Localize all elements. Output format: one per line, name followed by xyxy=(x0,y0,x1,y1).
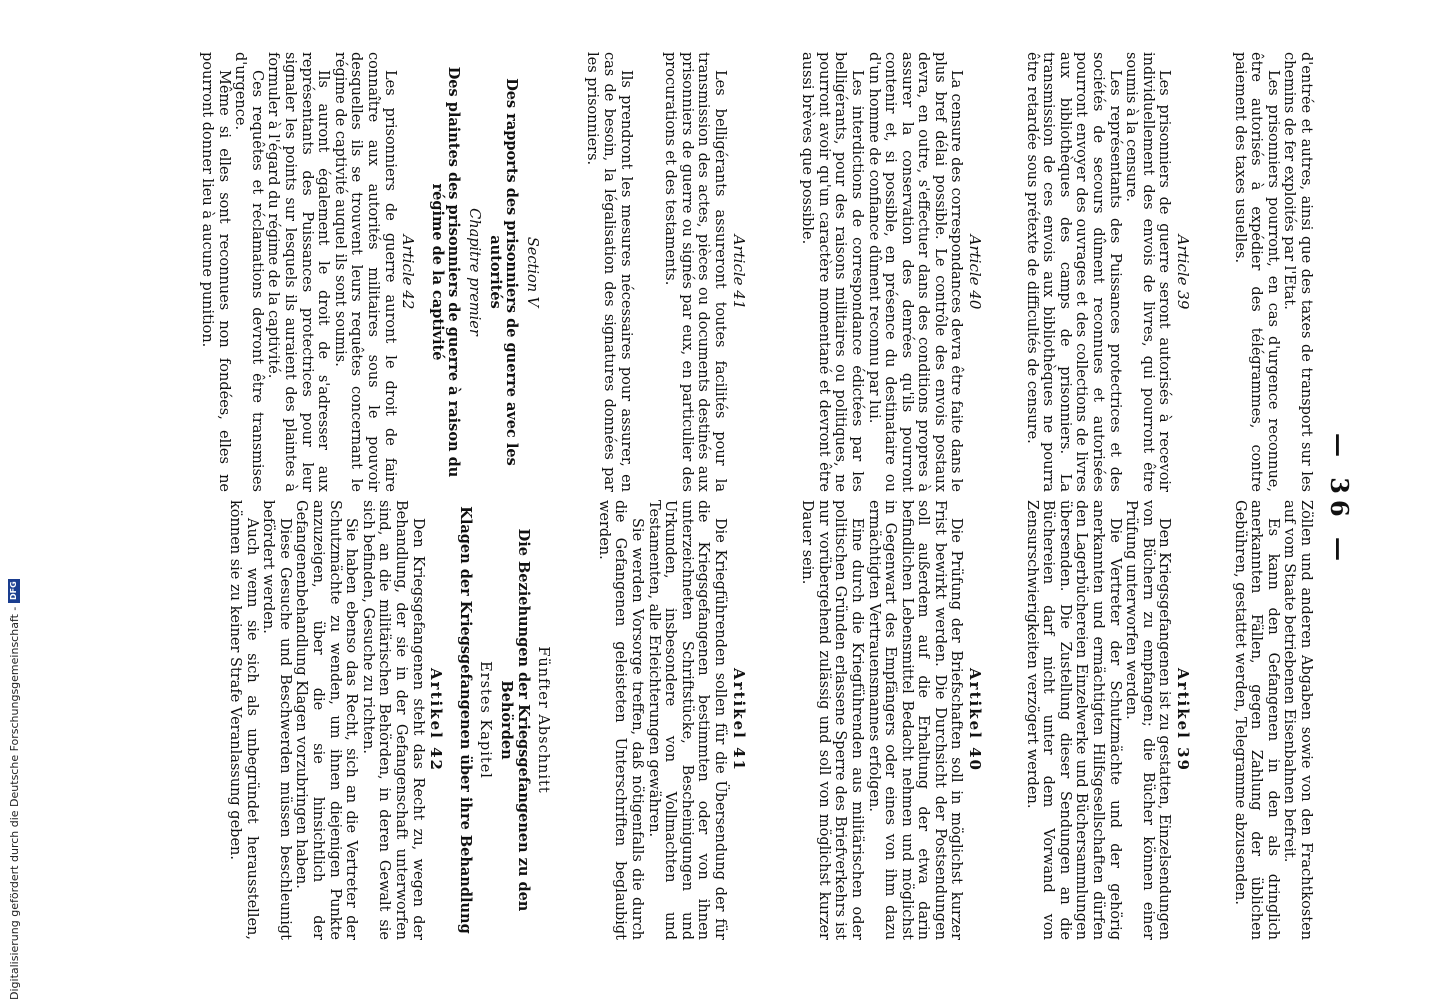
paragraph: Les belligérants assureront toutes facilités pour la transmission des actes, pièces ou documents destinés aux prisonniers de guerre ou signés par eux, en particulier des procurations et des testaments. xyxy=(662,52,728,492)
paragraph: Auch wenn sie sich als unbegründet herausstellen, können sie zu keiner Strafe Veranlassung geben. xyxy=(227,500,260,940)
article-heading: Article 40 xyxy=(966,234,985,310)
paragraph: Den Kriegsgefangenen steht das Recht zu, wegen der Behandlung, der sie in der Gefangenschaft unterworfen sind, an die militärischen Behörden, in deren Gewalt sie sich befinden, Gesuche zu richten. xyxy=(359,500,426,940)
french-column xyxy=(199,52,1314,492)
chapter-title: Klagen der Kriegsgefangenen über ihre Behandlung xyxy=(456,506,474,934)
section-title: Die Beziehungen der Kriegsgefangenen zu den Behörden xyxy=(498,528,532,912)
paragraph: Les représentants des Puissances protectrices et des sociétés de secours dûment reconnues et autorisées pourront envoyer des ouvrages et des collections de livres aux bibliothèques des camps de prisonniers. La transmission de ces envois aux bibliothèques ne pourra être retardée sous prétexte de difficultés de censure. xyxy=(1023,52,1123,492)
paragraph: Les interdictions de correspondance édictées par les belligérants, pour des raisons militaires ou politiques, ne pourront avoir qu'un caractère momentané et devront être aussi brèves que possible. xyxy=(799,52,865,492)
german-column xyxy=(227,500,1314,940)
section-heading: Fünfter Abschnitt xyxy=(535,646,552,794)
paragraph: Den Kriegsgefangenen ist zu gestatten, Einzelsendungen von Büchern zu empfangen; die Bücher können einer Prüfung unterworfen werden. xyxy=(1123,500,1173,940)
paragraph: La censure des correspondances devra être faite dans le plus bref délai possible. Le contrôle des envois postaux devra, en outre, s'effectuer dans des conditions propres à assurer la conservation des denrées qu'ils pourront contenir et, si possible, en présence du destinataire ou d'un homme de confiance dûment reconnu par lui. xyxy=(865,52,965,492)
article-heading: Artikel 41 xyxy=(729,668,748,772)
paragraph: Sie haben ebenso das Recht, sich an die Vertreter der Schutzmächte zu wenden, um ihnen diejenigen Punkte anzuzeigen, über die sie hinsichtlich der Gefangenenbehandlung Klagen vorzubringen haben. xyxy=(293,500,360,940)
page-number: — 36 — xyxy=(1325,432,1354,568)
article-heading: Artikel 40 xyxy=(966,668,985,772)
dfg-logo-icon: DFG xyxy=(8,579,20,603)
paragraph: Les prisonniers de guerre auront le droit de faire connaître aux autorités militaires sous le pouvoir desquelles ils se trouvent leurs requêtes concernant le régime de captivité auquel ils sont soumis. xyxy=(331,52,398,492)
chapter-title: Des plaintes des prisonniers de guerre à raison du régime de la captivité xyxy=(428,66,463,478)
footer-text: Digitalisierung gefördert durch die Deutsche Forschungsgemeinschaft - xyxy=(7,606,21,1000)
article-heading: Article 41 xyxy=(729,234,748,310)
paragraph: Die Vertreter der Schutzmächte und der gehörig anerkannten und ermächtigten Hilfsgesellschaften dürfen den Lagerbüchereien Einzelwerke und Büchersammlungen übersenden. Die Zustellung dieser Sendungen an die Büchereien darf nicht unter dem Vorwand von Zensurschwierigkeiten verzögert werden. xyxy=(1023,500,1123,940)
paragraph: Die Prüfung der Briefschaften soll in möglichst kurzer Frist bewirkt werden. Die Durchsicht der Postsendungen soll außerdem auf die Erhaltung der etwa darin befindlichen Lebensmittel Bedacht nehmen und möglichst in Gegenwart des Empfängers oder eines von ihm dazu ermächtigten Vertrauensmannes erfolgen. xyxy=(865,500,965,940)
paragraph: Es kann den Gefangenen in den als dringlich anerkannten Fällen, gegen Zahlung der üblichen Gebühren, gestattet werden, Telegramme abzusenden. xyxy=(1231,500,1281,940)
article-heading: Artikel 39 xyxy=(1174,668,1193,772)
section-heading: Section V xyxy=(523,236,540,308)
section-title: Des rapports des prisonniers de guerre avec les autorités xyxy=(486,78,521,466)
paragraph: Ils auront également le droit de s'adresser aux représentants des Puissances protectrices pour leur signaler les points sur lesquels ils auraient des plaintes à formuler à l'égard du régime de la captivité. xyxy=(265,52,332,492)
paragraph: Zöllen und anderen Abgaben sowie von den Frachtkosten auf vom Staate betriebenen Eisenbahnen befreit. xyxy=(1281,500,1314,940)
paragraph: Même si elles sont reconnues non fondées, elles ne pourront donner lieu à aucune punition. xyxy=(199,52,232,492)
article-heading: Article 42 xyxy=(399,234,418,310)
article-heading: Article 39 xyxy=(1174,234,1193,310)
paragraph: Les prisonniers de guerre seront autorisés à recevoir individuellement des envois de livres, qui pourront être soumis à la censure. xyxy=(1123,52,1173,492)
paragraph: Les prisonniers pourront, en cas d'urgence reconnue, être autorisés à expédier des télégrammes, contre paiement des taxes usuelles. xyxy=(1231,52,1281,492)
paragraph: Sie werden Vorsorge treffen, daß nötigenfalls die durch die Gefangenen geleisteten Unterschriften beglaubigt werden. xyxy=(595,500,645,940)
paragraph: d'entrée et autres, ainsi que des taxes de transport sur les chemins de fer exploités par l'Etat. xyxy=(1281,52,1314,492)
digitization-footer xyxy=(6,500,22,1000)
paragraph: Eine durch die Kriegführenden aus militärischen oder politischen Gründen erlassene Sperre des Briefverkehrs ist nur vorübergehend zulässig und soll von möglichst kurzer Dauer sein. xyxy=(799,500,865,940)
chapter-heading: Chapitre premier xyxy=(466,208,483,336)
paragraph: Ces requêtes et réclamations devront être transmises d'urgence. xyxy=(232,52,265,492)
chapter-heading: Erstes Kapitel xyxy=(477,661,494,779)
paragraph: Diese Gesuche und Beschwerden müssen beschleunigt befördert werden. xyxy=(260,500,293,940)
paragraph: Ils prendront les mesures nécessaires pour assurer, en cas de besoin, la légalisation des signatures données par les prisonniers. xyxy=(584,52,634,492)
article-heading: Artikel 42 xyxy=(427,668,446,772)
paragraph: Die Kriegführenden sollen für die Übersendung der für die Kriegsgefangenen bestimmten oder von ihnen unterzeichneten Schriftstücke, Bescheinigungen und Urkunden, insbesondere von Vollmachten und Testamenten, alle Erleichterungen gewähren. xyxy=(645,500,728,940)
